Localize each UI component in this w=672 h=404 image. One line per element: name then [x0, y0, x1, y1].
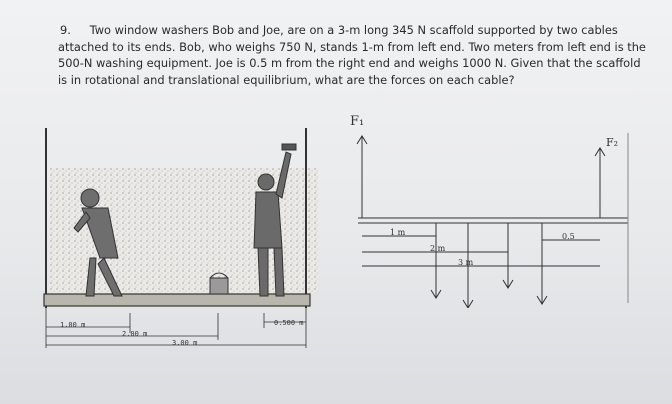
fbd-dim-1m: 1 m: [390, 228, 406, 237]
dim-label-0-5m: 0.500 m: [274, 319, 304, 327]
f2-label: F₂: [606, 136, 619, 149]
problem-number: 9.: [60, 23, 71, 37]
free-body-diagram: [338, 108, 672, 308]
fbd-dim-0-5m: 0.5: [562, 232, 575, 241]
scaffold-illustration: [38, 108, 338, 358]
problem-text: Two window washers Bob and Joe, are on a 3-m long 345 N scaffold supported by two cables attached to its ends. Bob, who weighs 750 N, stands 1-m from left end. Two meters from left end is the 500-N washing equipment. Joe is 0.5 m from the right end and weighs 1000 N. Given that the scaffold is in rotational and translational equilibrium, what are the forces on each cable?: [58, 23, 646, 87]
fbd-drawing: [338, 108, 672, 308]
dim-label-2m: 2.00 m: [122, 330, 148, 338]
problem-statement: [58, 22, 648, 88]
dim-label-3m: 3.00 m: [172, 339, 198, 347]
f1-label: F₁: [350, 114, 365, 129]
scaffold-plank: [44, 294, 310, 306]
fbd-dim-2m: 2 m: [430, 244, 446, 253]
fbd-dim-3m: 3 m: [458, 258, 474, 267]
dim-label-1m: 1.00 m: [60, 321, 86, 329]
